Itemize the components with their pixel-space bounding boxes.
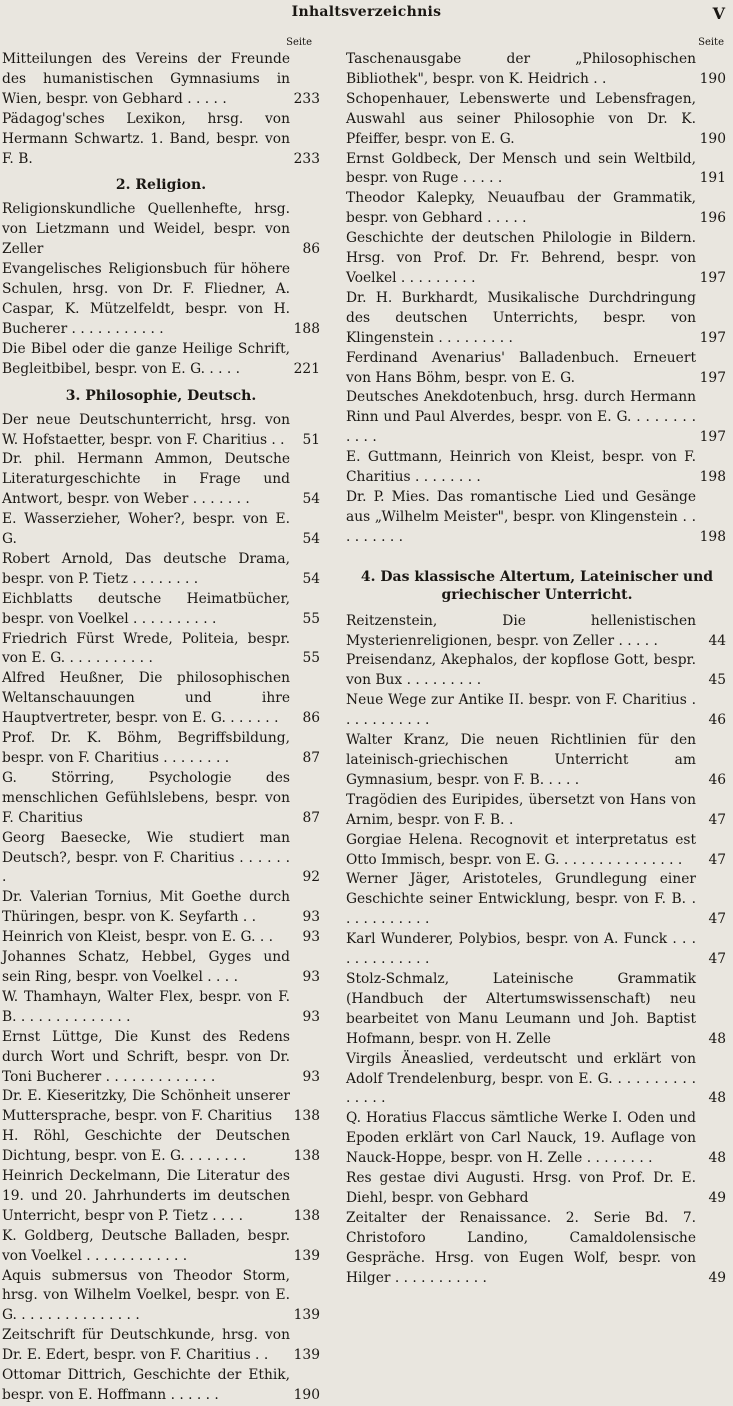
entry-title: Tragödien des Euripides, übersetzt von Hans von Arnim, bespr. von F. B. . <box>346 791 696 828</box>
toc-entry <box>2 1227 320 1267</box>
entry-title: Ernst Goldbeck, Der Mensch und sein Weltbild, bespr. von Ruge . . . . . <box>346 150 696 187</box>
toc-entry <box>346 791 728 831</box>
toc-entry <box>346 1050 728 1110</box>
toc-entry <box>2 769 320 829</box>
toc-entry <box>346 731 728 791</box>
entry-page-number: 197 <box>699 369 726 386</box>
toc-entry <box>346 970 728 1050</box>
entry-page-number: 87 <box>302 809 320 826</box>
entry-title: Ottomar Dittrich, Geschichte der Ethik, bespr. von E. Hoffmann . . . . . . <box>2 1367 290 1403</box>
entry-title: Friedrich Fürst Wrede, Politeia, bespr. von E. G. . . . . . . . . . . <box>2 630 290 667</box>
entry-title: Karl Wunderer, Polybios, bespr. von A. Funck . . . . . . . . . . . . . <box>346 931 696 968</box>
entry-page-number: 139 <box>293 1307 320 1324</box>
entry-title: Aquis submersus von Theodor Storm, hrsg. von Wilhelm Voelkel, bespr. von E. G. . . . . . . . . . . . . . . <box>2 1267 290 1324</box>
entry-page-number: 233 <box>293 90 320 107</box>
entry-page-number: 138 <box>293 1148 320 1165</box>
toc-entry <box>346 349 728 389</box>
entry-title: Werner Jäger, Aristoteles, Grundlegung einer Geschichte seiner Entwicklung, bespr. von F. B. . . . . . . . . . . . <box>346 871 696 928</box>
entry-title: Dr. P. Mies. Das romantische Lied und Gesänge aus „Wilhelm Meister", bespr. von Klingenstein . . . . . . . . . <box>346 488 696 545</box>
entry-page-number: 221 <box>293 360 320 377</box>
entry-title: Dr. H. Burkhardt, Musikalische Durchdringung des deutschen Unterrichts, bespr. von Klingenstein . . . . . . . . . <box>346 289 696 346</box>
toc-entry <box>346 488 728 548</box>
entry-page-number: 197 <box>699 329 726 346</box>
entry-page-number: 55 <box>302 610 320 627</box>
toc-entry <box>346 930 728 970</box>
toc-entry <box>2 50 320 110</box>
entry-title: W. Thamhayn, Walter Flex, bespr. von F. B. . . . . . . . . . . . . . <box>2 988 290 1025</box>
entry-title: Schopenhauer, Lebenswerte und Lebensfragen, Auswahl aus seiner Philosophie von Dr. K. Pfeiffer, bespr. von E. G. <box>346 90 696 147</box>
entry-page-number: 87 <box>302 750 320 766</box>
entry-page-number: 93 <box>302 909 320 926</box>
entry-page-number: 198 <box>699 469 726 486</box>
entry-title: Neue Wege zur Antike II. bespr. von F. Charitius . . . . . . . . . . . <box>346 692 696 729</box>
toc-entry <box>2 590 320 630</box>
entry-page-number: 86 <box>302 241 320 258</box>
toc-entry <box>346 229 728 289</box>
entry-title: Der neue Deutschunterricht, hrsg. von W. Hofstaetter, bespr. von F. Charitius . . <box>2 411 290 448</box>
toc-entry <box>2 928 320 948</box>
toc-entry <box>2 450 320 510</box>
entry-page-number: 139 <box>293 1347 320 1364</box>
entry-page-number: 86 <box>302 710 320 727</box>
entry-page-number: 44 <box>708 632 726 649</box>
entry-page-number: 139 <box>293 1247 320 1264</box>
toc-entry <box>2 340 320 380</box>
entry-page-number: 48 <box>708 1150 726 1167</box>
right-entries-list <box>346 50 728 1288</box>
toc-entry <box>2 729 320 769</box>
entry-title: Preisendanz, Akephalos, der kopflose Gott, bespr. von Bux . . . . . . . . . <box>346 652 696 689</box>
entry-page-number: 48 <box>708 1030 726 1047</box>
entry-title: Die Bibel oder die ganze Heilige Schrift, Begleitbibel, bespr. von E. G. . . . . <box>2 340 290 377</box>
toc-entry <box>346 289 728 349</box>
entry-title: Alfred Heußner, Die philosophischen Weltanschauungen und ihre Hauptvertreter, bespr. von E. G. . . . . . . <box>2 670 290 727</box>
toc-entry <box>2 1167 320 1227</box>
entry-title: Virgils Äneaslied, verdeutscht und erklärt von Adolf Trendelenburg, bespr. von E. G. . . . . . . . . . . . . . . <box>346 1050 696 1107</box>
toc-entry <box>2 630 320 670</box>
entry-title: Johannes Schatz, Hebbel, Gyges und sein Ring, bespr. von Voelkel . . . . <box>2 949 290 985</box>
entry-page-number: 93 <box>302 968 320 985</box>
toc-entry <box>2 988 320 1028</box>
entry-page-number: 49 <box>708 1189 726 1206</box>
running-title: Inhaltsverzeichnis <box>291 4 442 20</box>
entry-page-number: 93 <box>302 1008 320 1025</box>
entry-page-number: 47 <box>708 851 726 868</box>
entry-title: Taschenausgabe der „Philosophischen Bibliothek", bespr. von K. Heidrich . . <box>346 51 696 87</box>
entry-page-number: 197 <box>699 429 726 446</box>
entry-title: Deutsches Anekdotenbuch, hrsg. durch Hermann Rinn und Paul Alverdes, bespr. von E. G. . . . . . . . . . . . <box>346 389 696 446</box>
entry-page-number: 198 <box>699 528 726 545</box>
entry-title: Dr. Valerian Tornius, Mit Goethe durch Thüringen, bespr. von K. Seyfarth . . <box>2 889 290 926</box>
entry-title: Dr. E. Kieseritzky, Die Schönheit unserer Muttersprache, bespr. von F. Charitius <box>2 1088 290 1125</box>
toc-entry <box>2 1326 320 1366</box>
entry-page-number: 190 <box>699 70 726 87</box>
entry-page-number: 54 <box>302 491 320 508</box>
page-header <box>0 4 733 28</box>
entry-page-number: 93 <box>302 929 320 946</box>
toc-entry <box>2 550 320 590</box>
entry-page-number: 191 <box>699 170 726 187</box>
toc-entry <box>2 669 320 729</box>
entry-title: Pädagog'sches Lexikon, hrsg. von Hermann Schwartz. 1. Band, bespr. von F. B. <box>2 110 290 167</box>
entry-title: Res gestae divi Augusti. Hrsg. von Prof. Dr. E. Diehl, bespr. von Gebhard <box>346 1170 696 1206</box>
entry-page-number: 138 <box>293 1207 320 1224</box>
toc-entry <box>346 612 728 652</box>
entry-title: H. Röhl, Geschichte der Deutschen Dichtung, bespr. von E. G. . . . . . . . <box>2 1128 290 1165</box>
section-heading: 4. Das klassische Altertum, Lateinischer und griechischer Unterricht. <box>360 568 714 603</box>
entry-title: G. Störring, Psychologie des menschlichen Gefühlslebens, bespr. von F. Charitius <box>2 769 290 826</box>
entry-title: K. Goldberg, Deutsche Balladen, bespr. von Voelkel . . . . . . . . . . . . <box>2 1227 290 1264</box>
entry-page-number: 46 <box>708 771 726 788</box>
toc-entry <box>2 948 320 988</box>
entry-title: Georg Baesecke, Wie studiert man Deutsch?, bespr. von F. Charitius . . . . . . . <box>2 829 290 886</box>
entry-page-number: 45 <box>708 672 726 689</box>
entry-page-number: 188 <box>293 320 320 337</box>
entry-page-number: 196 <box>699 210 726 227</box>
toc-entry <box>346 1209 728 1289</box>
entry-page-number: 93 <box>302 1068 320 1085</box>
entry-title: Prof. Dr. K. Böhm, Begriffsbildung, bespr. von F. Charitius . . . . . . . . <box>2 730 290 766</box>
toc-entry <box>2 260 320 340</box>
entry-title: Gorgiae Helena. Recognovit et interpretatus est Otto Immisch, bespr. von E. G. . . . . . . . . . . . . . . <box>346 831 696 868</box>
entry-title: Mitteilungen des Vereins der Freunde des humanistischen Gymnasiums in Wien, bespr. von Gebhard . . . . . <box>2 51 290 107</box>
entry-title: Heinrich von Kleist, bespr. von E. G. . . <box>2 929 273 946</box>
toc-entry <box>2 1267 320 1327</box>
toc-entry <box>2 200 320 260</box>
seite-label: Seite <box>286 37 312 48</box>
entry-title: Heinrich Deckelmann, Die Literatur des 19. und 20. Jahrhunderts im deutschen Unterricht, bespr von P. Tietz . . . . <box>2 1168 290 1224</box>
toc-entry <box>346 388 728 448</box>
seite-label: Seite <box>698 37 724 48</box>
toc-entry <box>2 1028 320 1088</box>
entry-page-number: 47 <box>708 911 726 928</box>
entry-title: E. Guttmann, Heinrich von Kleist, bespr. von F. Charitius . . . . . . . . <box>346 449 696 486</box>
entry-title: Reitzenstein, Die hellenistischen Mysterienreligionen, bespr. von Zeller . . . . . <box>346 612 696 649</box>
entry-page-number: 51 <box>302 431 320 448</box>
toc-entry <box>346 831 728 871</box>
entry-title: E. Wasserzieher, Woher?, bespr. von E. G. <box>2 511 290 548</box>
entry-page-number: 138 <box>293 1108 320 1125</box>
entry-page-number: 54 <box>302 531 320 548</box>
toc-entry <box>346 1169 728 1209</box>
entry-page-number: 48 <box>708 1090 726 1107</box>
toc-entry <box>2 1366 320 1406</box>
toc-entry <box>2 1087 320 1127</box>
toc-entry <box>2 829 320 889</box>
entry-title: Zeitalter der Renaissance. 2. Serie Bd. 7. Christoforo Landino, Camaldolensische Gespräche. Hrsg. von Eugen Wolf, bespr. von Hilger . . . . . . . . . . . <box>346 1209 696 1286</box>
entry-title: Evangelisches Religionsbuch für höhere Schulen, hrsg. von Dr. F. Fliedner, A. Caspar, K. Mützelfeldt, bespr. von H. Bucherer . . . . . . . . . . . <box>2 261 290 337</box>
toc-entry <box>2 888 320 928</box>
toc-entry <box>2 411 320 451</box>
entry-page-number: 197 <box>699 269 726 286</box>
page-number: V <box>712 4 725 23</box>
entry-title: Ernst Lüttge, Die Kunst des Redens durch Wort und Schrift, bespr. von Dr. Toni Bucherer . . . . . . . . . . . . . <box>2 1028 290 1085</box>
toc-entry <box>2 1127 320 1167</box>
toc-entry <box>346 691 728 731</box>
entry-page-number: 55 <box>302 650 320 667</box>
left-column <box>2 36 320 1403</box>
entry-page-number: 190 <box>293 1387 320 1403</box>
toc-entry <box>346 870 728 930</box>
entry-page-number: 49 <box>708 1269 726 1286</box>
entry-page-number: 190 <box>699 130 726 147</box>
toc-entry <box>346 651 728 691</box>
toc-entry <box>346 189 728 229</box>
toc-entry <box>346 90 728 150</box>
entry-title: Robert Arnold, Das deutsche Drama, bespr. von P. Tietz . . . . . . . . <box>2 550 290 587</box>
entry-page-number: 233 <box>293 150 320 167</box>
entry-title: Religionskundliche Quellenhefte, hrsg. von Lietzmann und Weidel, bespr. von Zeller <box>2 201 290 258</box>
entry-title: Eichblatts deutsche Heimatbücher, bespr. von Voelkel . . . . . . . . . . <box>2 590 290 627</box>
entry-page-number: 47 <box>708 811 726 828</box>
entry-title: Ferdinand Avenarius' Balladenbuch. Erneuert von Hans Böhm, bespr. von E. G. <box>346 349 696 386</box>
toc-entry <box>346 1109 728 1169</box>
left-entries-list <box>2 50 320 1406</box>
entry-page-number: 54 <box>302 570 320 587</box>
right-column <box>346 36 728 1286</box>
entry-title: Geschichte der deutschen Philologie in Bildern. Hrsg. von Prof. Dr. Fr. Behrend, bespr. von Voelkel . . . . . . . . . <box>346 230 696 286</box>
entry-title: Theodor Kalepky, Neuaufbau der Grammatik, bespr. von Gebhard . . . . . <box>346 190 696 227</box>
toc-entry <box>2 510 320 550</box>
entry-title: Zeitschrift für Deutschkunde, hrsg. von Dr. E. Edert, bespr. von F. Charitius . . <box>2 1327 290 1364</box>
entry-title: Stolz-Schmalz, Lateinische Grammatik (Handbuch der Altertumswissenschaft) neu bearbeitet von Manu Leumann und Joh. Baptist Hofmann, bespr. von H. Zelle <box>346 970 696 1047</box>
section-heading: 2. Religion. <box>115 177 207 194</box>
section-heading: 3. Philosophie, Deutsch. <box>65 387 257 404</box>
toc-entry <box>346 448 728 488</box>
entry-page-number: 47 <box>708 951 726 968</box>
entry-page-number: 92 <box>302 869 320 886</box>
entry-title: Q. Horatius Flaccus sämtliche Werke I. Oden und Epoden erklärt von Carl Nauck, 19. Auflage von Nauck-Hoppe, bespr. von H. Zelle . . . . . . . . <box>346 1110 696 1167</box>
toc-entry <box>346 50 728 90</box>
toc-entry <box>2 110 320 170</box>
entry-title: Dr. phil. Hermann Ammon, Deutsche Literaturgeschichte in Frage und Antwort, bespr. von Weber . . . . . . . <box>2 451 290 508</box>
entry-title: Walter Kranz, Die neuen Richtlinien für den lateinisch-griechischen Unterricht am Gymnasium, bespr. von F. B. . . . . <box>346 732 696 788</box>
toc-entry <box>346 150 728 190</box>
entry-page-number: 46 <box>708 712 726 729</box>
